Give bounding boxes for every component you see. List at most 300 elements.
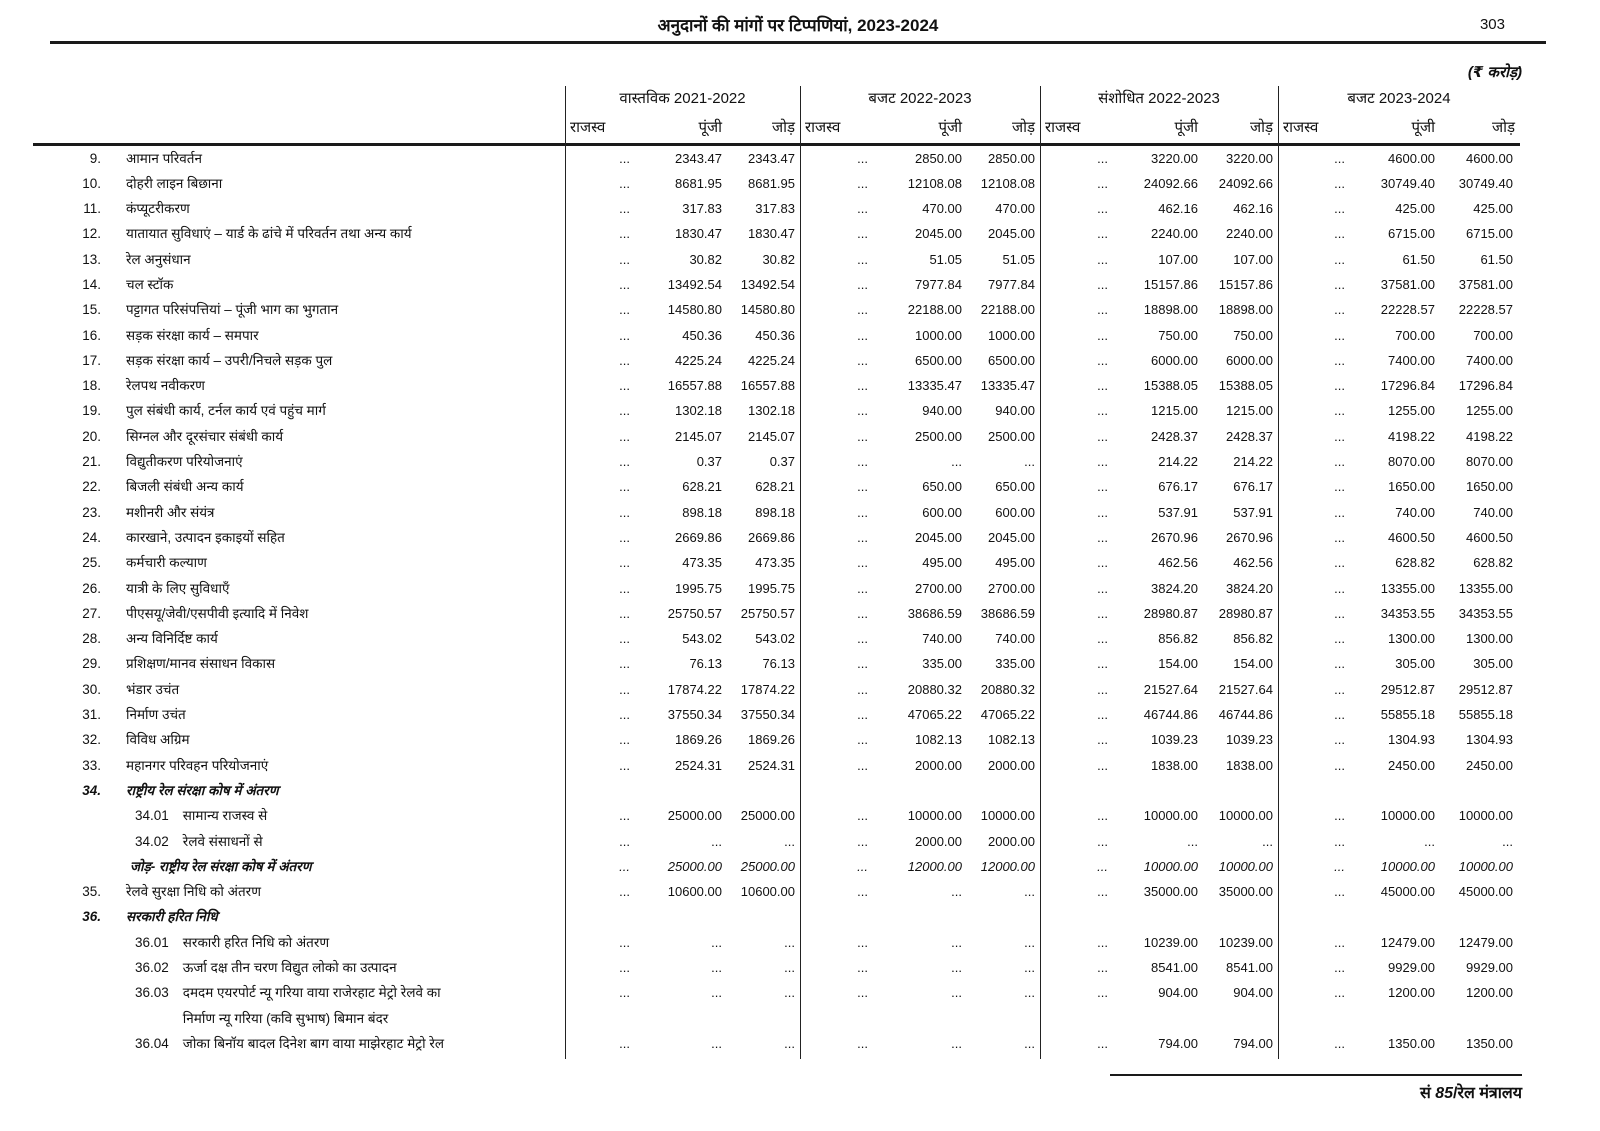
value-cell: 4225.24 [675, 352, 722, 368]
row-label [183, 930, 329, 955]
row-label [183, 829, 263, 854]
value-cell: 45000.00 [1458, 884, 1513, 900]
sub-column-header: राजस्व [1283, 119, 1319, 136]
value-cell: ... [619, 555, 630, 571]
value-cell: 2428.37 [1226, 428, 1273, 444]
value-cell: 47065.22 [980, 707, 1035, 723]
value-cell: ... [619, 454, 630, 470]
value-cell: ... [619, 757, 630, 773]
row-label [126, 323, 259, 348]
value-cell: ... [857, 504, 868, 520]
value-cell: ... [619, 934, 630, 950]
value-cell: ... [619, 884, 630, 900]
value-cell: 13492.54 [667, 276, 722, 292]
value-cell: ... [857, 580, 868, 596]
value-cell: ... [1262, 833, 1273, 849]
value-cell: 4600.50 [1466, 529, 1513, 545]
value-cell: 2670.96 [1151, 529, 1198, 545]
value-cell: 12000.00 [907, 858, 962, 874]
table-row [33, 221, 1520, 246]
row-label [126, 297, 338, 322]
value-cell: 4600.00 [1388, 150, 1435, 166]
value-cell: ... [1334, 529, 1345, 545]
value-cell: 1869.26 [675, 732, 722, 748]
value-cell: 214.22 [1158, 454, 1198, 470]
row-label [126, 626, 218, 651]
value-cell: ... [951, 1035, 962, 1051]
row-label-line: रेलपथ नवीकरण [126, 378, 205, 394]
value-cell: ... [951, 960, 962, 975]
value-cell: 2450.00 [1466, 757, 1513, 773]
value-cell: 904.00 [1158, 985, 1198, 1001]
row-label-cell [33, 424, 565, 449]
row-label [183, 980, 441, 1031]
value-cell [1278, 778, 1347, 803]
value-cell: ... [857, 732, 868, 748]
value-cell: 2000.00 [915, 757, 962, 773]
row-label-cell [33, 854, 565, 879]
value-cell: 750.00 [1158, 327, 1198, 343]
value-cell: ... [857, 555, 868, 571]
table-row [33, 803, 1520, 828]
table-row [33, 525, 1520, 550]
value-cell: 10000.00 [1218, 858, 1273, 874]
value-cell: 6500.00 [988, 352, 1035, 368]
value-cell: 1830.47 [748, 226, 795, 242]
row-number: 24. [82, 529, 101, 545]
value-cell: 30.82 [762, 251, 795, 267]
value-cell: 154.00 [1158, 656, 1198, 672]
value-cell: 10600.00 [667, 884, 722, 900]
value-cell: 13355.00 [1458, 580, 1513, 596]
value-cell: 600.00 [995, 504, 1035, 520]
value-cell [1437, 904, 1520, 929]
value-cell: 1838.00 [1226, 757, 1273, 773]
value-cell: 76.13 [689, 656, 722, 672]
value-cell: ... [1097, 352, 1108, 368]
row-number: 13. [82, 251, 101, 267]
row-label-line: दमदम एयरपोर्ट न्यू गरिया वाया राजेरहाट मेट्रो रेलवे का [182, 985, 441, 1001]
value-cell: ... [857, 858, 868, 874]
value-cell: ... [1097, 808, 1108, 824]
value-cell: ... [619, 276, 630, 292]
row-label-line: ऊर्जा दक्ष तीन चरण विद्युत लोको का उत्पादन [182, 960, 397, 975]
value-cell: 8681.95 [675, 175, 722, 191]
value-cell: ... [1334, 681, 1345, 697]
value-cell: ... [1024, 884, 1035, 900]
row-label [183, 803, 267, 828]
value-cell: 24092.66 [1218, 175, 1273, 191]
value-cell: ... [857, 985, 868, 1001]
value-cell: 335.00 [922, 656, 962, 672]
value-cell [1347, 778, 1437, 803]
value-cell: 8070.00 [1466, 454, 1513, 470]
value-cell: 335.00 [995, 656, 1035, 672]
table-row [33, 854, 1520, 879]
row-label-cell [33, 500, 565, 525]
value-cell: ... [619, 428, 630, 444]
row-label-line: निर्माण न्यू गरिया (कवि सुभाष) बिमान बंदर [182, 1010, 389, 1026]
value-cell: 46744.86 [1143, 707, 1198, 723]
value-cell: ... [857, 1035, 868, 1051]
value-cell: 1304.93 [1388, 732, 1435, 748]
value-cell: 3824.20 [1151, 580, 1198, 596]
value-cell: 794.00 [1233, 1035, 1273, 1051]
value-cell: 17296.84 [1380, 378, 1435, 394]
footer-note [1100, 1081, 1522, 1103]
table-row [33, 677, 1520, 702]
unit-label: (₹ करोड़) [1467, 64, 1522, 81]
row-label [126, 398, 326, 423]
table-row [33, 727, 1520, 752]
row-label [126, 500, 215, 525]
row-label [126, 753, 268, 778]
sub-column-header: राजस्व [805, 119, 841, 136]
row-number: 36.03 [135, 985, 169, 1001]
value-cell: 37581.00 [1380, 276, 1435, 292]
value-cell: 700.00 [1395, 327, 1435, 343]
row-label-cell [33, 146, 565, 171]
value-cell: 30749.40 [1458, 175, 1513, 191]
value-cell: 628.82 [1395, 555, 1435, 571]
value-cell: ... [1334, 302, 1345, 318]
sub-column-header: राजस्व [1045, 119, 1081, 136]
value-cell: 4198.22 [1388, 428, 1435, 444]
value-cell [1110, 904, 1200, 929]
row-label-line: विद्युतीकरण परियोजनाएं [126, 454, 243, 470]
row-label-line: सड़क संरक्षा कार्य – उपरी/निचले सड़क पुल [126, 352, 333, 368]
value-cell: ... [857, 403, 868, 419]
value-cell: 13492.54 [740, 276, 795, 292]
value-cell: 495.00 [922, 555, 962, 571]
value-cell: ... [1334, 428, 1345, 444]
row-label-line: यातायात सुविधाएं – यार्ड के ढांचे में परिवर्तन तथा अन्य कार्य [126, 226, 412, 242]
value-cell: 940.00 [995, 403, 1035, 419]
value-cell: ... [1334, 707, 1345, 723]
value-cell: 1039.23 [1226, 732, 1273, 748]
row-label-line: आमान परिवर्तन [126, 150, 202, 166]
row-label-cell [33, 474, 565, 499]
value-cell: 25000.00 [667, 808, 722, 824]
value-cell: 214.22 [1233, 454, 1273, 470]
table-row [33, 373, 1520, 398]
value-cell: ... [1334, 808, 1345, 824]
value-cell: ... [619, 1035, 630, 1051]
value-cell: 10239.00 [1218, 934, 1273, 950]
value-cell: ... [619, 985, 630, 1001]
value-cell: ... [1334, 605, 1345, 621]
value-cell: ... [1334, 580, 1345, 596]
sub-column-header: पूंजी [1174, 119, 1198, 136]
value-cell: 1350.00 [1466, 1035, 1513, 1051]
value-cell: ... [1334, 276, 1345, 292]
row-number: 34. [82, 782, 101, 798]
value-cell: ... [1097, 555, 1108, 571]
row-label [126, 196, 190, 221]
row-number: 36. [82, 909, 101, 925]
value-cell: ... [1334, 934, 1345, 950]
value-cell: 9929.00 [1466, 960, 1513, 975]
value-cell: 22188.00 [907, 302, 962, 318]
row-label-line: बिजली संबंधी अन्य कार्य [126, 479, 244, 495]
value-cell: ... [857, 175, 868, 191]
value-cell: 10000.00 [980, 808, 1035, 824]
value-cell: 6000.00 [1226, 352, 1273, 368]
value-cell: ... [619, 504, 630, 520]
value-cell: ... [1097, 833, 1108, 849]
value-cell: 17296.84 [1458, 378, 1513, 394]
row-label-line: रेल अनुसंधान [126, 251, 191, 267]
value-cell: 750.00 [1233, 327, 1273, 343]
value-cell: 51.05 [929, 251, 962, 267]
value-cell: 856.82 [1233, 631, 1273, 647]
row-number: 28. [82, 631, 101, 647]
row-label-line: जोड़- राष्ट्रीय रेल संरक्षा कोष में अंतरण [130, 858, 312, 874]
value-cell: 25000.00 [740, 808, 795, 824]
value-cell: ... [1097, 934, 1108, 950]
value-cell: 25000.00 [667, 858, 722, 874]
value-cell: ... [1024, 985, 1035, 1001]
table-row [33, 323, 1520, 348]
row-label [126, 146, 202, 171]
value-cell: 30749.40 [1380, 175, 1435, 191]
value-cell: 1039.23 [1151, 732, 1198, 748]
value-cell: 462.16 [1233, 201, 1273, 217]
value-cell: 2240.00 [1226, 226, 1273, 242]
row-label [126, 221, 412, 246]
row-number: 18. [82, 378, 101, 394]
value-cell [800, 904, 870, 929]
value-cell: ... [711, 934, 722, 950]
value-cell: 740.00 [922, 631, 962, 647]
row-label-cell [33, 702, 565, 727]
value-cell: 2000.00 [988, 757, 1035, 773]
value-cell: ... [1334, 757, 1345, 773]
value-cell: 10000.00 [1218, 808, 1273, 824]
value-cell: ... [1334, 504, 1345, 520]
value-cell: 1255.00 [1466, 403, 1513, 419]
row-label-line: मशीनरी और संयंत्र [126, 504, 215, 520]
value-cell: 8681.95 [748, 175, 795, 191]
row-label-cell [33, 829, 565, 854]
value-cell: ... [711, 1035, 722, 1051]
value-cell: 2500.00 [915, 428, 962, 444]
value-cell: 898.18 [755, 504, 795, 520]
value-cell [1278, 904, 1347, 929]
value-cell: ... [857, 631, 868, 647]
table-row [33, 272, 1520, 297]
row-label-cell [33, 247, 565, 272]
value-cell: 1302.18 [748, 403, 795, 419]
value-cell: ... [1097, 529, 1108, 545]
value-cell [964, 904, 1040, 929]
value-cell: 2343.47 [748, 150, 795, 166]
value-cell: 628.21 [755, 479, 795, 495]
value-cell: ... [619, 327, 630, 343]
value-cell: 10000.00 [1143, 858, 1198, 874]
value-cell: ... [857, 529, 868, 545]
row-label-cell [33, 753, 565, 778]
value-cell: ... [1097, 327, 1108, 343]
value-cell: 107.00 [1158, 251, 1198, 267]
row-label-line: प्रशिक्षण/मानव संसाधन विकास [126, 656, 276, 672]
row-number: 16. [82, 327, 101, 343]
value-cell: ... [619, 251, 630, 267]
value-cell: ... [619, 226, 630, 242]
budget-table [33, 86, 1520, 1056]
value-cell: ... [619, 707, 630, 723]
value-cell: 3220.00 [1226, 150, 1273, 166]
row-label-line: विविध अग्रिम [126, 732, 190, 748]
value-cell: ... [1097, 201, 1108, 217]
value-cell: ... [1097, 858, 1108, 874]
value-cell: ... [1334, 327, 1345, 343]
value-cell: 10000.00 [1458, 858, 1513, 874]
column-group-header: बजट 2023-2024 [1347, 90, 1451, 107]
value-cell: 2500.00 [988, 428, 1035, 444]
value-cell: 1350.00 [1388, 1035, 1435, 1051]
row-label-cell [33, 980, 565, 1031]
table-row [33, 778, 1520, 803]
value-cell: 2450.00 [1388, 757, 1435, 773]
value-cell: 3824.20 [1226, 580, 1273, 596]
value-cell: ... [1097, 884, 1108, 900]
row-label-cell [33, 677, 565, 702]
row-label-line: अन्य विनिर्दिष्ट कार्य [126, 631, 218, 647]
value-cell [632, 904, 724, 929]
value-cell: ... [619, 378, 630, 394]
value-cell: 14580.80 [667, 302, 722, 318]
value-cell: ... [1097, 960, 1108, 975]
value-cell: 2145.07 [748, 428, 795, 444]
value-cell: 425.00 [1395, 201, 1435, 217]
row-number: 34.01 [135, 808, 169, 824]
value-cell: 1082.13 [915, 732, 962, 748]
column-group-header: बजट 2022-2023 [868, 90, 972, 107]
value-cell: 470.00 [922, 201, 962, 217]
value-cell: 15157.86 [1143, 276, 1198, 292]
value-cell: ... [1334, 985, 1345, 1001]
value-cell: 6500.00 [915, 352, 962, 368]
value-cell: ... [1097, 707, 1108, 723]
value-cell: ... [951, 884, 962, 900]
value-cell [565, 904, 632, 929]
page-title: अनुदानों की मांगों पर टिप्पणियां, 2023-2024 [657, 16, 939, 35]
value-cell: 29512.87 [1458, 681, 1513, 697]
value-cell: 6715.00 [1466, 226, 1513, 242]
value-cell: 1215.00 [1226, 403, 1273, 419]
value-cell: 1200.00 [1388, 985, 1435, 1001]
value-cell: ... [619, 833, 630, 849]
value-cell: 22228.57 [1380, 302, 1435, 318]
value-cell: ... [857, 833, 868, 849]
value-cell: 450.36 [755, 327, 795, 343]
row-label [126, 449, 243, 474]
value-cell: 2240.00 [1151, 226, 1198, 242]
value-cell: 740.00 [1473, 504, 1513, 520]
row-label-line: निर्माण उचंत [126, 707, 186, 723]
row-label-cell [33, 171, 565, 196]
value-cell: 55855.18 [1380, 707, 1435, 723]
table-row [33, 247, 1520, 272]
value-cell [870, 904, 964, 929]
row-label [130, 854, 312, 879]
footer-note-suffix: /रेल मंत्रालय [1453, 1085, 1522, 1102]
value-cell: ... [619, 150, 630, 166]
value-cell: 18898.00 [1218, 302, 1273, 318]
row-label [126, 727, 190, 752]
value-cell: 0.37 [696, 454, 722, 470]
table-row [33, 955, 1520, 980]
value-cell: 628.21 [682, 479, 722, 495]
value-cell: 2000.00 [988, 833, 1035, 849]
value-cell: 46744.86 [1218, 707, 1273, 723]
row-label-cell [33, 348, 565, 373]
value-cell: 12479.00 [1380, 934, 1435, 950]
value-cell: 317.83 [755, 201, 795, 217]
row-label [126, 171, 222, 196]
row-label-cell [33, 879, 565, 904]
value-cell: ... [857, 276, 868, 292]
value-cell: 10000.00 [1143, 808, 1198, 824]
value-cell: 1650.00 [1388, 479, 1435, 495]
value-cell: 1304.93 [1466, 732, 1513, 748]
value-cell: ... [784, 833, 795, 849]
value-cell: 1300.00 [1388, 631, 1435, 647]
value-cell: ... [857, 226, 868, 242]
value-cell: ... [619, 656, 630, 672]
table-row [33, 1031, 1520, 1056]
value-cell: 794.00 [1158, 1035, 1198, 1051]
row-label [126, 601, 308, 626]
row-label [126, 879, 261, 904]
row-label [126, 424, 283, 449]
value-cell: ... [857, 201, 868, 217]
value-cell: 537.91 [1158, 504, 1198, 520]
value-cell: 2428.37 [1151, 428, 1198, 444]
row-label-line: यात्री के लिए सुविधाएँ [126, 580, 230, 596]
row-number: 31. [82, 707, 101, 723]
value-cell: 317.83 [682, 201, 722, 217]
value-cell: ... [1097, 757, 1108, 773]
table-row [33, 904, 1520, 929]
sub-column-header: पूंजी [698, 119, 722, 136]
row-number: 21. [82, 454, 101, 470]
value-cell: ... [784, 960, 795, 975]
value-cell: ... [857, 251, 868, 267]
row-label-cell [33, 803, 565, 828]
value-cell: 4600.00 [1466, 150, 1513, 166]
row-number: 10. [82, 175, 101, 191]
value-cell: 6715.00 [1388, 226, 1435, 242]
value-cell: 1082.13 [988, 732, 1035, 748]
value-cell: 51.05 [1002, 251, 1035, 267]
value-cell: ... [1334, 555, 1345, 571]
value-cell: ... [857, 808, 868, 824]
row-label-line: कर्मचारी कल्याण [126, 555, 207, 571]
row-label [126, 272, 173, 297]
row-number: 23. [82, 504, 101, 520]
value-cell: 38686.59 [907, 605, 962, 621]
value-cell: ... [711, 985, 722, 1001]
value-cell: ... [711, 960, 722, 975]
value-cell: 676.17 [1158, 479, 1198, 495]
row-number: 30. [82, 681, 101, 697]
value-cell: 2045.00 [988, 529, 1035, 545]
value-cell: 10600.00 [740, 884, 795, 900]
value-cell: ... [1097, 605, 1108, 621]
row-number: 15. [82, 302, 101, 318]
